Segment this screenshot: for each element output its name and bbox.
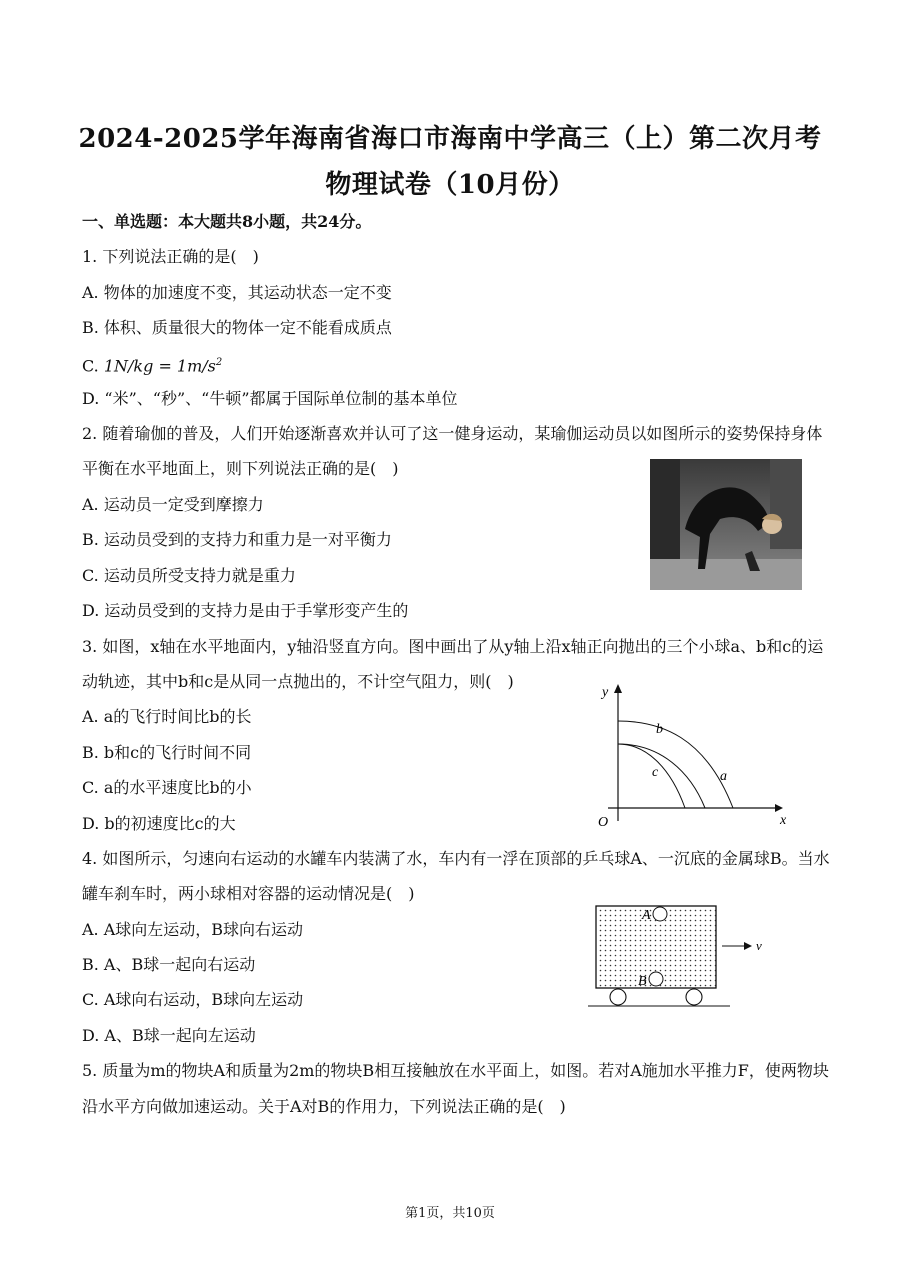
trajectory-a-label: a (720, 769, 727, 784)
q2-option-c: C. 运动员所受支持力就是重力 (82, 566, 296, 585)
y-axis-label: y (602, 685, 609, 700)
q1-option-c-formula: 1N/kg = 1m/s (103, 356, 216, 376)
x-axis-label: x (780, 813, 787, 828)
q3-option-d: D. b的初速度比c的大 (82, 814, 236, 833)
exam-title-line1: 2024-2025学年海南省海口市海南中学高三（上）第二次月考 (78, 124, 822, 154)
q3-option-a: A. a的飞行时间比b的长 (82, 707, 252, 726)
q2-stem-line2: 平衡在水平地面上，则下列说法正确的是( ) (82, 459, 399, 478)
ball-b-label: B (638, 974, 647, 989)
q1-option-c-prefix: C. (82, 356, 104, 376)
exam-title-line2: 物理试卷（10月份） (325, 170, 575, 200)
q2-option-b: B. 运动员受到的支持力和重力是一对平衡力 (82, 530, 392, 549)
projectile-diagram (590, 676, 800, 828)
q2-option-a: A. 运动员一定受到摩擦力 (82, 495, 264, 514)
q1-option-c (82, 353, 222, 376)
section-heading: 一、单选题：本大题共8小题，共24分。 (82, 212, 372, 231)
q3-stem-line2: 动轨迹，其中b和c是从同一点抛出的，不计空气阻力，则( ) (82, 672, 514, 691)
q4-option-a: A. A球向左运动，B球向右运动 (82, 920, 304, 939)
q4-option-b: B. A、B球一起向右运动 (82, 955, 256, 974)
q4-option-c: C. A球向右运动，B球向左运动 (82, 990, 304, 1009)
q4-option-d: D. A、B球一起向左运动 (82, 1026, 256, 1045)
q3-option-c: C. a的水平速度比b的小 (82, 778, 252, 797)
q5-stem-line1: 5. 质量为m的物块A和质量为2m的物块B相互接触放在水平面上，如图。若对A施加水平推力F，使两物块 (82, 1061, 829, 1080)
water-tank-diagram (588, 898, 788, 1010)
q3-stem-line1: 3. 如图，x轴在水平地面内，y轴沿竖直方向。图中画出了从y轴上沿x轴正向抛出的三个小球a、b和c的运 (82, 637, 824, 656)
q1-option-b: B. 体积、质量很大的物体一定不能看成质点 (82, 318, 392, 337)
yoga-photo (650, 459, 802, 590)
q1-option-c-exponent: 2 (215, 357, 223, 368)
page-footer: 第1页，共10页 (405, 1206, 495, 1221)
q4-stem-line2: 罐车刹车时，两小球相对容器的运动情况是( ) (82, 884, 415, 903)
q3-option-b: B. b和c的飞行时间不同 (82, 743, 252, 762)
q2-option-d: D. 运动员受到的支持力是由于手掌形变产生的 (82, 601, 409, 620)
q1-stem: 1. 下列说法正确的是( ) (82, 247, 259, 266)
trajectory-c-label: c (652, 765, 659, 780)
q4-stem-line1: 4. 如图所示，匀速向右运动的水罐车内装满了水，车内有一浮在顶部的乒乓球A、一沉底的金属球B。当水 (82, 849, 830, 868)
q5-stem-line2: 沿水平方向做加速运动。关于A对B的作用力，下列说法正确的是( ) (82, 1097, 566, 1116)
q1-option-d: D. “米”、“秒”、“牛顿”都属于国际单位制的基本单位 (82, 389, 458, 408)
q2-stem-line1: 2. 随着瑜伽的普及，人们开始逐渐喜欢并认可了这一健身运动，某瑜伽运动员以如图所示的姿势保持身体 (82, 424, 823, 443)
ball-a-label: A (642, 908, 651, 923)
trajectory-b-label: b (656, 722, 663, 737)
origin-label: O (598, 815, 609, 828)
velocity-label: v (756, 938, 762, 953)
q1-option-a: A. 物体的加速度不变，其运动状态一定不变 (82, 283, 392, 302)
